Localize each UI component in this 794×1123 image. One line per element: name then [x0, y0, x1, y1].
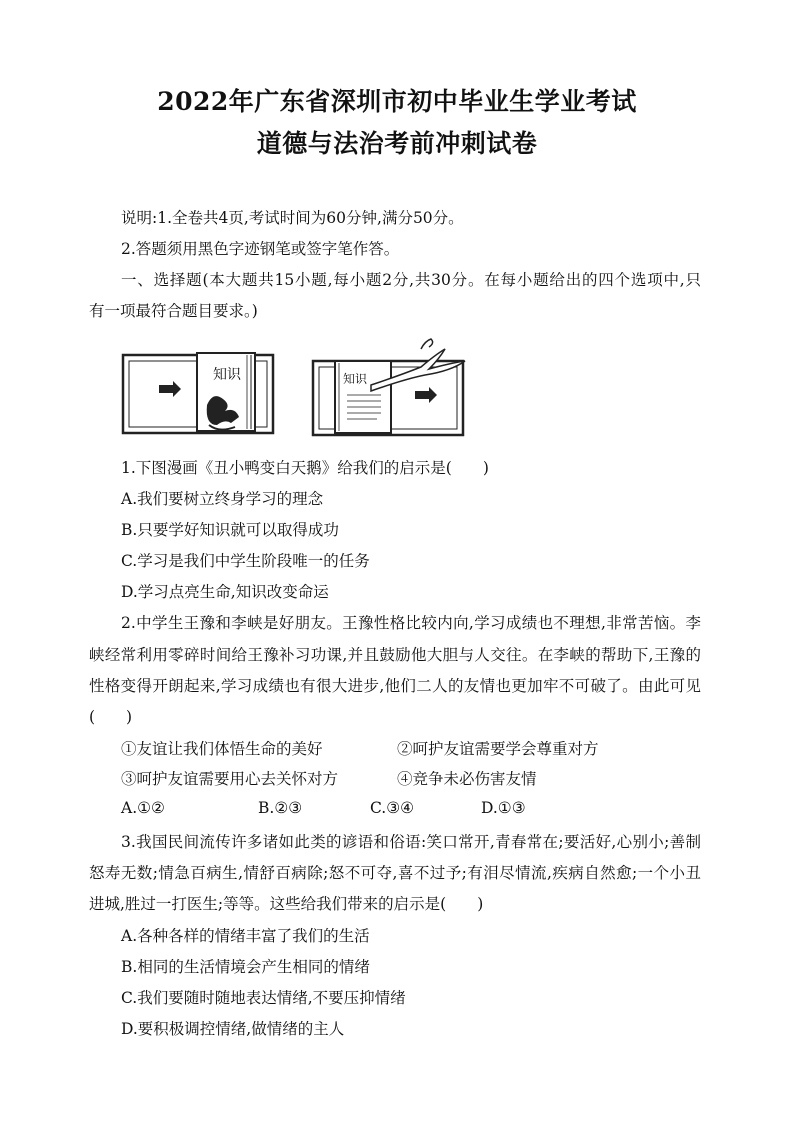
question-2-stem-line3: 性格变得开朗起来,学习成绩也有很大进步,他们二人的友情也更加牢不可破了。由此可见 [89, 677, 701, 695]
question-3-option-a: A.各种各样的情绪丰富了我们的生活 [121, 927, 370, 945]
question-3-stem-line2: 怒寿无数;情急百病生,情舒百病除;怒不可夺,喜不过予;有泪尽情流,疾病自然愈;一个小丑 [89, 864, 701, 882]
question-3-stem-line3: 进城,胜过一打医生;等等。这些给我们带来的启示是( ) [89, 895, 484, 913]
question-1-stem: 1.下图漫画《丑小鸭变白天鹅》给我们的启示是( ) [121, 459, 489, 477]
exam-title-line1: 2022年广东省深圳市初中毕业生学业考试 [157, 87, 637, 116]
question-2-stem-line4: ( ) [89, 708, 133, 726]
instructions-line1: 说明:1.全卷共4页,考试时间为60分钟,满分50分。 [121, 209, 464, 227]
question-2-option-c: C.③④ [370, 799, 415, 817]
section-heading-line1: 一、选择题(本大题共15小题,每小题2分,共30分。在每小题给出的四个选项中,只 [121, 271, 701, 289]
left-book-label: 知识 [213, 367, 241, 383]
question-1-option-d: D.学习点亮生命,知识改变命运 [121, 583, 329, 601]
question-3-option-d: D.要积极调控情绪,做情绪的主人 [121, 1020, 345, 1038]
question-1-option-c: C.学习是我们中学生阶段唯一的任务 [121, 552, 370, 570]
instructions-line2: 2.答题须用黑色字迹钢笔或签字笔作答。 [121, 240, 400, 258]
question-2-statement-4: ④竞争未必伤害友情 [397, 770, 537, 788]
exam-title-line2: 道德与法治考前冲刺试卷 [256, 129, 538, 158]
question-2-statement-3: ③呵护友谊需要用心去关怀对方 [121, 770, 339, 788]
right-book-panel [313, 339, 465, 435]
ugly-duckling-cartoon [121, 335, 467, 439]
question-2-stem-line2: 峡经常利用零碎时间给王豫补习功课,并且鼓励他大胆与人交往。在李峡的帮助下,王豫的 [89, 646, 701, 664]
question-1-option-a: A.我们要树立终身学习的理念 [121, 490, 324, 508]
question-2-option-b: B.②③ [258, 799, 303, 817]
question-2-option-a: A.①② [121, 799, 165, 817]
question-2-option-d: D.①③ [481, 799, 526, 817]
section-heading-line2: 有一项最符合题目要求。) [89, 302, 258, 320]
question-2-statement-1: ①友谊让我们体悟生命的美好 [121, 740, 323, 758]
question-3-option-c: C.我们要随时随地表达情绪,不要压抑情绪 [121, 989, 406, 1007]
right-book-label: 知识 [343, 372, 368, 386]
question-3-stem-line1: 3.我国民间流传许多诸如此类的谚语和俗语:笑口常开,青春常在;要活好,心别小;善制 [121, 833, 701, 851]
question-3-option-b: B.相同的生活情境会产生相同的情绪 [121, 958, 370, 976]
left-book-panel [123, 353, 273, 433]
question-1-option-b: B.只要学好知识就可以取得成功 [121, 521, 339, 539]
question-2-statement-2: ②呵护友谊需要学会尊重对方 [397, 740, 599, 758]
question-2-stem-line1: 2.中学生王豫和李峡是好朋友。王豫性格比较内向,学习成绩也不理想,非常苦恼。李 [121, 614, 701, 632]
